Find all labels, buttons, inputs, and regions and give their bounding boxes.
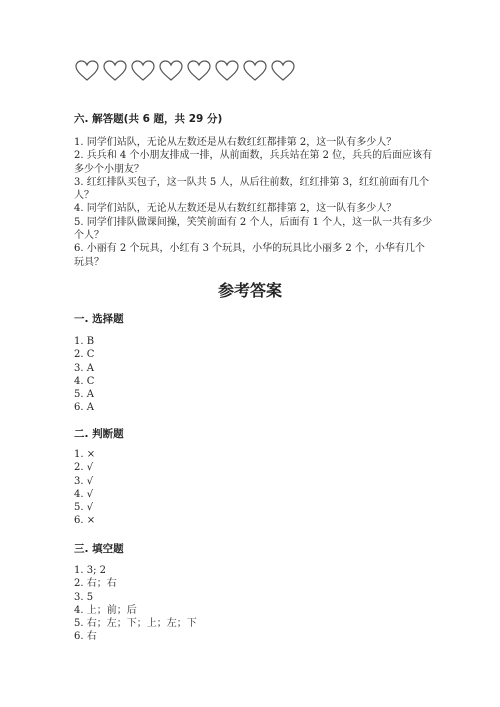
answer-item: 4. √ [74,488,94,500]
question-item: 1. 同学们站队，无论从左数还是从右数红红都排第 2，这一队有多少人？ [74,137,397,148]
heart-outline-icon [130,58,156,84]
heart-outline-icon [102,58,128,84]
answer-item: 4. C [74,375,95,387]
question-item: 4. 同学们站队，无论从左数还是从右数红红都排第 2，这一队有多少人？ [74,203,397,215]
section-title-fill-blank: 三. 填空题 [74,543,124,555]
heart-outline-icon [74,58,100,84]
heart-outline-icon [158,58,184,84]
section-title-choice: 一. 选择题 [74,313,124,325]
answer-item: 2. C [74,349,95,361]
answer-item: 2. √ [74,462,94,474]
answer-item: 5. 右；左；下；上；左；下 [74,618,197,630]
question-item: 6. 小丽有 2 个玩具，小红有 3 个玩具，小华的玩具比小丽多 2 个，小华有几个玩具？ [74,243,425,268]
answer-item: 1. × [74,449,96,460]
answer-item: 3. 5 [74,591,94,603]
answer-item: 6. × [74,515,96,527]
question-list [74,136,434,269]
heart-outline-icon [214,58,240,84]
answer-item: 6. 右 [74,631,97,643]
answer-item: 6. A [74,402,94,414]
answer-item: 5. A [74,389,94,401]
heart-outline-row [74,58,296,84]
answer-item: 4. 上；前；后 [74,604,137,616]
section-title-word-problems: 六. 解答题(共 6 题，共 29 分) [74,113,223,125]
heart-outline-icon [186,58,212,84]
section-title-judgement: 二. 判断题 [74,428,124,440]
answer-item: 1. 3; 2 [74,565,106,576]
heart-outline-icon [242,58,268,84]
answer-item: 1. B [74,336,95,347]
answer-item: 3. A [74,362,94,374]
answer-list-choice [74,335,94,415]
question-item: 2. 兵兵和 4 个小朋友排成一排，从前面数，兵兵站在第 2 位，兵兵的后面应该有多少个小朋友？ [74,150,433,175]
answer-key-title: 参考答案 [217,281,282,300]
answer-item: 3. √ [74,475,94,487]
answer-item: 2. 右；右 [74,578,117,590]
answer-list-judgement [74,448,95,528]
answer-list-fill-blank [74,564,197,644]
question-item: 5. 同学们排队做课间操，笑笑前面有 2 个人，后面有 1 个人，这一队一共有多少个人？ [74,216,433,242]
heart-outline-icon [270,58,296,84]
answer-item: 5. √ [74,502,94,514]
question-item: 3. 红红排队买包子，这一队共 5 人，从后往前数，红红排第 3，红红前面有几个人？ [74,176,429,202]
